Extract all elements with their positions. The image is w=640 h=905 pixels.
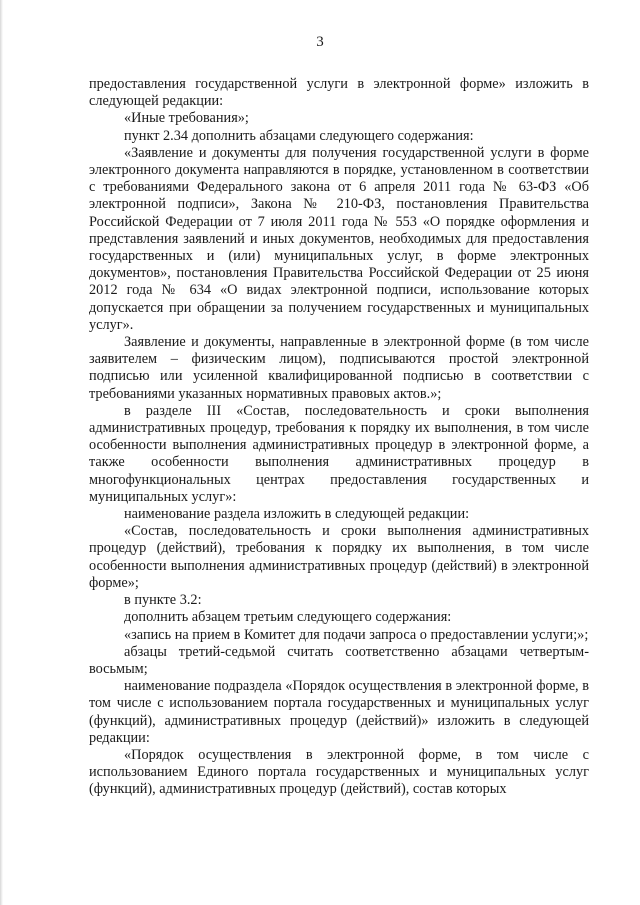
page-binding-edge	[0, 0, 3, 905]
paragraph-8: «Состав, последовательность и сроки выполнения административных процедур (действий), требования к порядку их выполнения, в том числе особенности выполнения административных процедур (действий) в электронной форме»;	[89, 523, 589, 591]
paragraph-4: «Заявление и документы для получения государственной услуги в форме электронного документа направляются в порядке, установленном в соответствии с требованиями Федерального закона от 6 апреля 2011 года № 63-ФЗ «Об электронной подписи», Закона № 210-ФЗ, постановления Правительства Российской Федерации от 7 июля 2011 года № 553 «О порядке оформления и представления заявлений и иных документов, необходимых для предоставления государственных и (или) муниципальных услуг, в форме электронных документов», постановления Правительства Российской Федерации от 25 июня 2012 года № 634 «О видах электронной подписи, использование которых допускается при обращении за получением государственных и муниципальных услуг».	[89, 144, 589, 333]
paragraph-13: наименование подраздела «Порядок осуществления в электронной форме, в том числе с использованием портала государственных и муниципальных услуг (функций), административных процедур (действий)» изложить в следующей редакции:	[89, 678, 589, 746]
paragraph-5: Заявление и документы, направленные в электронной форме (в том числе заявителем – физическим лицом), подписываются простой электронной подписью или усиленной квалифицированной подписью в соответствии с требованиями указанных нормативных правовых актов.»;	[89, 334, 589, 402]
paragraph-6: в разделе III «Состав, последовательность и сроки выполнения административных процедур, требования к порядку их выполнения, в том числе особенности выполнения административных процедур в электронной форме, а также особенности выполнения административных процедур в многофункциональных центрах предоставления государственных и муниципальных услуг»:	[89, 402, 589, 505]
paragraph-10: дополнить абзацем третьим следующего содержания:	[124, 609, 452, 626]
paragraph-12: абзацы третий-седьмой считать соответственно абзацами четвертым-восьмым;	[89, 643, 589, 677]
paragraph-14: «Порядок осуществления в электронной форме, в том числе с использованием Единого портала государственных и муниципальных услуг (функций), административных процедур (действий), состав которых	[89, 746, 589, 798]
document-body	[89, 76, 589, 799]
paragraph-9: в пункте 3.2:	[124, 592, 202, 609]
paragraph-2: «Иные требования»;	[124, 110, 249, 127]
page-number: 3	[316, 34, 324, 50]
paragraph-1: предоставления государственной услуги в электронной форме» изложить в следующей редакции:	[89, 76, 589, 110]
paragraph-7: наименование раздела изложить в следующей редакции:	[124, 506, 470, 523]
paragraph-11: «запись на прием в Комитет для подачи запроса о предоставлении услуги;»;	[124, 626, 589, 643]
paragraph-3: пункт 2.34 дополнить абзацами следующего содержания:	[124, 127, 474, 144]
